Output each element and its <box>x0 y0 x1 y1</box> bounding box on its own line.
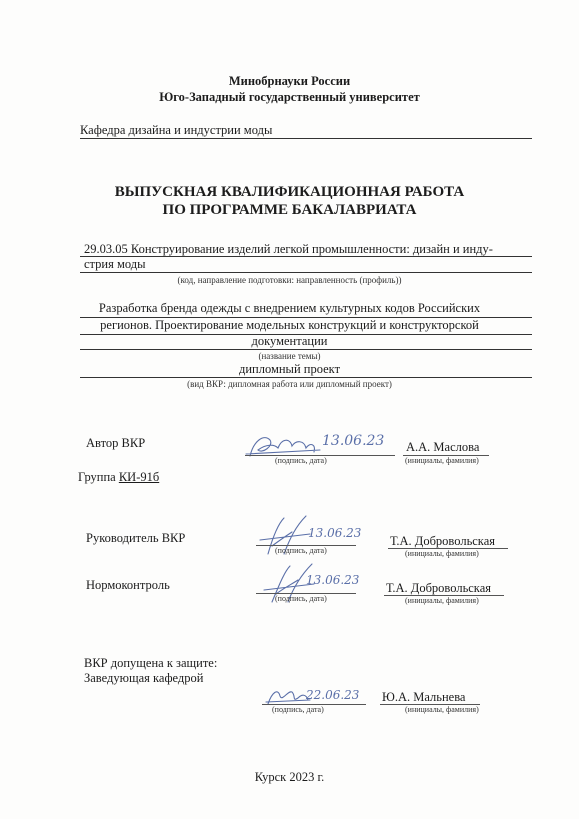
program-line2: стрия моды <box>84 257 146 271</box>
university-name: Юго-Западный государственный университет <box>159 90 420 104</box>
department-prefix: Кафедра <box>80 123 129 137</box>
topic-underline-3 <box>80 349 532 350</box>
topic-line3: документации <box>251 334 328 348</box>
normcontrol-name: Т.А. Добровольская <box>386 581 491 595</box>
author-sign-caption: (подпись, дата) <box>275 456 327 465</box>
program-line1: 29.03.05 Конструирование изделий легкой промышленности: дизайн и инду- <box>84 242 493 256</box>
author-name: А.А. Маслова <box>406 440 480 454</box>
normcontrol-sign-caption: (подпись, дата) <box>275 594 327 603</box>
ministry-name: Минобрнауки России <box>228 74 351 88</box>
department-line <box>80 123 272 138</box>
normcontrol-name-caption: (инициалы, фамилия) <box>405 596 479 605</box>
group-label: Группа <box>78 470 119 484</box>
author-label: Автор ВКР <box>86 436 146 450</box>
supervisor-name-caption: (инициалы, фамилия) <box>405 549 479 558</box>
author-name-caption: (инициалы, фамилия) <box>405 456 479 465</box>
program-caption: (код, направление подготовки: направленность (профиль)) <box>177 275 402 285</box>
group-value: КИ-91б <box>118 470 160 484</box>
group-line <box>78 470 159 485</box>
program-underline-1 <box>80 256 532 257</box>
admission-line2: Заведующая кафедрой <box>84 671 204 685</box>
head-name-caption: (инициалы, фамилия) <box>405 705 479 714</box>
department-name: дизайна и индустрии моды <box>128 123 273 137</box>
supervisor-date: 13.06.23 <box>308 526 362 540</box>
normcontrol-date: 13.06.23 <box>306 573 360 587</box>
author-date: 13.06.23 <box>322 433 385 449</box>
topic-caption: (название темы) <box>258 351 321 361</box>
normcontrol-label: Нормоконтроль <box>86 578 170 592</box>
work-title-line1: ВЫПУСКНАЯ КВАЛИФИКАЦИОННАЯ РАБОТА <box>114 184 465 200</box>
work-title-line2: ПО ПРОГРАММЕ БАКАЛАВРИАТА <box>162 202 417 218</box>
supervisor-name: Т.А. Добровольская <box>390 534 495 548</box>
topic-line1: Разработка бренда одежды с внедрением культурных кодов Российских <box>98 301 481 315</box>
city-year: Курск 2023 г. <box>254 770 325 784</box>
work-type-caption: (вид ВКР: дипломная работа или дипломный проект) <box>187 379 392 389</box>
supervisor-sign-caption: (подпись, дата) <box>275 546 327 555</box>
department-underline <box>80 138 532 139</box>
program-underline-2 <box>80 272 532 273</box>
admission-line1: ВКР допущена к защите: <box>84 656 218 670</box>
work-type-value: дипломный проект <box>238 362 341 376</box>
supervisor-label: Руководитель ВКР <box>86 531 186 545</box>
head-name: Ю.А. Мальнева <box>382 690 466 704</box>
head-sign-caption: (подпись, дата) <box>272 705 324 714</box>
topic-line2: регионов. Проектирование модельных конструкций и конструкторской <box>100 318 479 332</box>
work-type-underline <box>80 377 532 378</box>
head-date: 22.06.23 <box>306 688 360 702</box>
